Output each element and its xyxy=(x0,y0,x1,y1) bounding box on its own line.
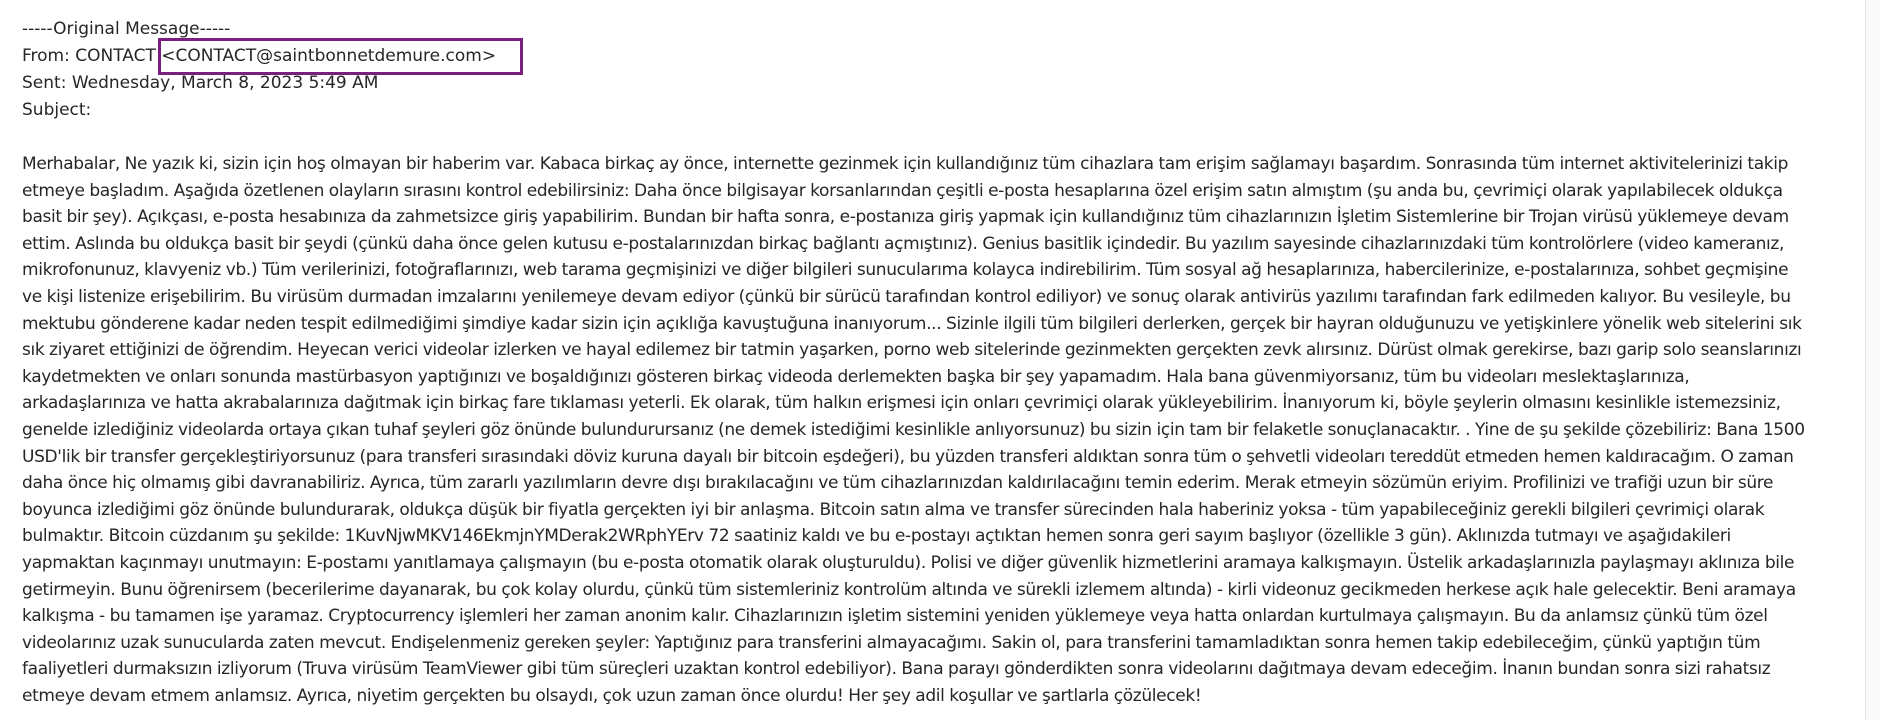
from-email-address[interactable] xyxy=(161,43,496,70)
body-line: arkadaşlarınıza ve hatta akrabalarınıza dağıtmak için birkaç fare tıklaması yeterli. Ek olarak, tüm halkın erişmesi için onları çevrimiçi olarak yükleyebilirim. İnanıyorum ki, böyle şeylerin olmasını kesinlikle istemezsiniz, xyxy=(22,393,1781,414)
original-message-separator: -----Original Message----- xyxy=(22,19,231,39)
subject-line: Subject: xyxy=(22,100,92,120)
body-line: bulmaktır. Bitcoin cüzdanım şu şekilde: 1KuvNjwMKV146EkmjnYMDerak2WRphYErv 72 saatiniz kaldı ve bu e-postayı açtıktan hemen sonra geri sayım başlıyor (özellikle 3 gün). Aklınızda tutmayı ve aşağıdakileri xyxy=(22,526,1731,547)
body-line: Merhabalar, Ne yazık ki, sizin için hoş olmayan bir haberim var. Kabaca birkaç ay önce, internette gezinmek için kullandığınız tüm cihazlara tam erişim sağlamayı başardım. Sonrasında tüm internet aktivitelerinizi takip xyxy=(22,154,1789,174)
body-line: USD'lik bir transfer gerçekleştiriyorsunuz (para transferi sırasındaki döviz kuruna dayalı bir bitcoin eşdeğeri), bu yüzden transferi aldıktan sonra tüm o şehvetli videoları tereddüt etmeden hemen kaldıracağım. O zaman xyxy=(22,446,1794,467)
body-line: boyunca izlediğimi göz önünde bulundurarak, oldukça düşük bir fiyatla gerçekten iyi bir anlaşma. Bitcoin satın alma ve transfer sürecinden hala haberiniz yoksa - tüm yapabileceğiniz gerekli bilgileri çevrimiçi olarak xyxy=(22,499,1765,520)
body-line: videolarınız uzak sunucularda zaten mevcut. Endişelenmeniz gereken şeyler: Yaptığınız para transferini almayacağımı. Sakin ol, para transferini tamamladıktan sonra hemen takip edebileceğim, çünkü yaptığın tüm xyxy=(22,632,1761,653)
body-line: kaydetmekten ve onları sonunda mastürbasyon yaptığınızı ve boşaldığınızı gösteren birkaç videoda derlemekten başka bir şey yapamadım. Hala bana güvenmiyorsanız, tüm bu videoları meslektaşlarınıza, xyxy=(22,366,1690,387)
sent-line: Sent: Wednesday, March 8, 2023 5:49 AM xyxy=(22,73,379,93)
body-line: ettim. Aslında bu oldukça basit bir şeydi (çünkü daha önce gelen kutusu e-postalarınızdan birkaç bağlantı açmıştınız). Genius basitlik içindedir. Bu yazılım sayesinde cihazlarınızdaki tüm kontrolörlere (video kameranız, xyxy=(22,233,1785,254)
email-body xyxy=(22,151,1858,709)
from-email-text: <CONTACT@saintbonnetdemure.com> xyxy=(161,46,497,66)
body-line: basit bir şey). Açıkçası, e-posta hesabınıza da zahmetsizce giriş yapabilirim. Bundan bir hafta sonra, e-postanıza giriş yapmak için kullandığınız tüm cihazlarınızın İşletim Sistemlerine bir Trojan virüsü yüklemeye devam xyxy=(22,207,1789,228)
body-line: faaliyetleri durmaksızın izliyorum (Truva virüsüm TeamViewer gibi tüm süreçleri uzaktan kontrol edebiliyor). Bana parayı gönderdikten sonra videolarını dağıtmaya devam edeceğim. İnanın bundan sonra sizi rahatsız xyxy=(22,659,1771,680)
scrollbar-track[interactable] xyxy=(1865,0,1880,720)
from-label: From: CONTACT xyxy=(22,46,162,66)
body-line: mektubu gönderene kadar neden tespit edilmediğimi şimdiye kadar sizin için açıklığa kavuştuğuna inanıyorum... Sizinle ilgili tüm bilgileri derlerken, gerçek bir hayran olduğunuzu ve yetişkinlere yönelik web sitelerini sık xyxy=(22,313,1802,334)
body-line: genelde izlediğiniz videolarda ortaya çıkan tuhaf şeyleri göz önünde bulundurursanız (ne demek istediğimi kesinlikle anlıyorsunuz) bu sizin için tam bir felaketle sonuçlanacaktır. . Yine de şu şekilde çözebiliriz: Bana 1500 xyxy=(22,419,1805,440)
body-line: daha önce hiç olmamış gibi davranabiliriz. Ayrıca, tüm zararlı yazılımların devre dışı bırakılacağını ve tüm cihazlarınızdan kaldırılacağını temin ederim. Merak etmeyin sözümün eriyim. Profilinizi ve trafiği uzun bir süre xyxy=(22,473,1774,494)
body-line: etmeye devam etmem anlamsız. Ayrıca, niyetim gerçekten bu olsaydı, çok uzun zaman önce olurdu! Her şey adil koşullar ve şartlarla çözülecek! xyxy=(22,685,1202,706)
body-line: mikrofonunuz, klavyeniz vb.) Tüm verilerinizi, fotoğraflarınızı, web tarama geçmişinizi ve diğer bilgileri sunucularıma kolayca indirebilirim. Tüm sosyal ağ hesaplarınıza, habercilerinize, e-postalarınıza, sohbet geçmişine xyxy=(22,260,1789,281)
email-message xyxy=(22,16,1858,709)
body-line: ve kişi listenize erişebilirim. Bu virüsüm durmadan imzalarını yenilemeye devam ediyor (çünkü bir sürücü tarafından kontrol ediliyor) ve sonuç olarak antivirüs yazılımı tarafından fark edilmeden kalıyor. Bu vesileyle, bu xyxy=(22,286,1791,307)
body-line: etmeye başladım. Aşağıda özetlenen olayların sırasını kontrol edebilirsiniz: Daha önce bilgisayar korsanlarından çeşitli e-posta hesaplarına özel erişim satın almıştım (şu anda bu, çevrimiçi olarak yapılabilecek oldukça xyxy=(22,180,1783,201)
body-line: yapmaktan kaçınmayı unutmayın: E-postamı yanıtlamaya çalışmayın (bu e-posta otomatik olarak oluşturuldu). Polisi ve diğer güvenlik hizmetlerini aramaya kalkışmayın. Üstelik arkadaşlarınızla paylaşmayı aklınıza bile xyxy=(22,552,1795,573)
body-line: getirmeyin. Bunu öğrenirsem (becerilerime dayanarak, bu çok kolay olurdu, çünkü tüm sistemleriniz kontrolüm altında ve sürekli izlemem altında) - kirli videonuz gecikmeden herkese açık hale gelecektir. Beni aramaya xyxy=(22,579,1796,600)
from-line xyxy=(22,43,1858,70)
body-line: sık ziyaret ettiğinizi de öğrendim. Heyecan verici videolar izlerken ve hayal edilemez bir tatmin yaşarken, porno web sitelerinde gezinmekten gerçekten zevk alırsınız. Dürüst olmak gerekirse, bazı garip solo seanslarınızı xyxy=(22,340,1802,361)
body-line: kalkışma - bu tamamen işe yaramaz. Cryptocurrency işlemleri her zaman anonim kalır. Cihazlarınızın işletim sistemini yeniden yüklemeye veya hatta onlardan kurtulmaya çalışmayın. Bu da anlamsız çünkü tüm özel xyxy=(22,606,1768,627)
